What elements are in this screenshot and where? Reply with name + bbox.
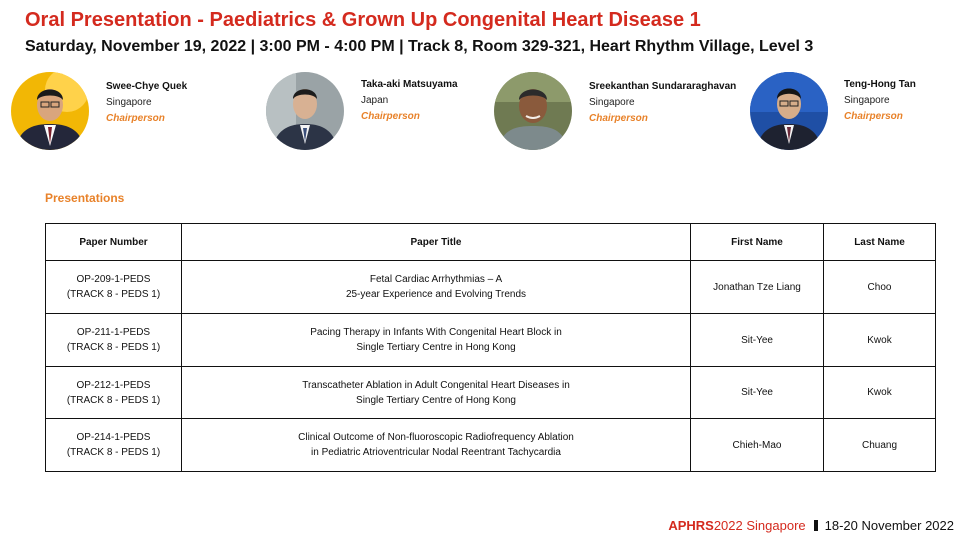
paper-title-cell bbox=[182, 419, 691, 472]
footer-dates: 18-20 November 2022 bbox=[824, 518, 954, 533]
paper-title-cell bbox=[182, 261, 691, 314]
paper-title-line: in Pediatric Atrioventricular Nodal Reentrant Tachycardia bbox=[311, 447, 561, 458]
presentations-label: Presentations bbox=[45, 191, 125, 205]
paper-number: OP-209-1-PEDS bbox=[76, 274, 151, 285]
session-subtitle: Saturday, November 19, 2022 | 3:00 PM - 4:00 PM | Track 8, Room 329-321, Heart Rhythm Village, Level 3 bbox=[25, 38, 814, 55]
table-header-row bbox=[46, 224, 936, 261]
first-name-cell: Chieh-Mao bbox=[691, 419, 824, 472]
chairperson-country: Japan bbox=[361, 95, 389, 106]
paper-number-cell bbox=[46, 314, 182, 367]
footer-brand-location: 2022 Singapore bbox=[713, 518, 806, 533]
chairperson-role: Chairperson bbox=[106, 113, 165, 124]
paper-title-line: 25-year Experience and Evolving Trends bbox=[345, 289, 527, 300]
last-name-cell: Kwok bbox=[824, 314, 936, 367]
first-name-cell: Sit-Yee bbox=[691, 367, 824, 419]
column-header-last-name: Last Name bbox=[824, 224, 936, 261]
footer bbox=[668, 518, 954, 533]
paper-track: (TRACK 8 - PEDS 1) bbox=[66, 342, 161, 353]
last-name-cell: Kwok bbox=[824, 367, 936, 419]
last-name-cell: Chuang bbox=[824, 419, 936, 472]
paper-title-cell bbox=[182, 314, 691, 367]
paper-title-line: Single Tertiary Centre in Hong Kong bbox=[356, 342, 516, 353]
chairperson-country: Singapore bbox=[589, 97, 635, 108]
chairperson-name: Swee-Chye Quek bbox=[106, 81, 188, 92]
table-row bbox=[46, 261, 936, 314]
paper-track: (TRACK 8 - PEDS 1) bbox=[66, 289, 161, 300]
chairperson-card bbox=[494, 72, 754, 152]
first-name-cell: Sit-Yee bbox=[691, 314, 824, 367]
avatar bbox=[750, 72, 828, 150]
chairperson-role: Chairperson bbox=[844, 111, 903, 122]
column-header-first-name: First Name bbox=[691, 224, 824, 261]
chairperson-card bbox=[750, 72, 950, 152]
paper-number: OP-214-1-PEDS bbox=[76, 432, 151, 443]
table-row bbox=[46, 419, 936, 472]
paper-track: (TRACK 8 - PEDS 1) bbox=[66, 394, 161, 406]
chairperson-name: Taka-aki Matsuyama bbox=[361, 79, 458, 90]
paper-title-cell bbox=[182, 367, 691, 419]
presentations-table bbox=[45, 223, 936, 472]
last-name-cell: Choo bbox=[824, 261, 936, 314]
paper-title-line: Clinical Outcome of Non-fluoroscopic Radiofrequency Ablation bbox=[298, 432, 574, 443]
paper-title-line: Transcatheter Ablation in Adult Congenital Heart Diseases in bbox=[302, 379, 570, 391]
avatar bbox=[494, 72, 572, 150]
paper-number-cell bbox=[46, 367, 182, 419]
footer-brand: APHRS bbox=[668, 518, 714, 533]
table-row bbox=[46, 314, 936, 367]
paper-number-cell bbox=[46, 419, 182, 472]
paper-title-line: Fetal Cardiac Arrhythmias – A bbox=[369, 274, 503, 285]
paper-number: OP-211-1-PEDS bbox=[76, 327, 151, 338]
paper-number-cell bbox=[46, 261, 182, 314]
chairperson-name: Sreekanthan Sundararaghavan bbox=[589, 81, 737, 92]
chairperson-role: Chairperson bbox=[589, 113, 648, 124]
paper-number: OP-212-1-PEDS bbox=[76, 379, 151, 391]
column-header-paper-title: Paper Title bbox=[182, 224, 691, 261]
paper-track: (TRACK 8 - PEDS 1) bbox=[66, 447, 161, 458]
first-name-cell: Jonathan Tze Liang bbox=[691, 261, 824, 314]
chairperson-name: Teng-Hong Tan bbox=[844, 79, 916, 90]
column-header-paper-number: Paper Number bbox=[46, 224, 182, 261]
chairperson-country: Singapore bbox=[106, 97, 152, 108]
chairperson-card bbox=[266, 72, 466, 152]
chairperson-country: Singapore bbox=[844, 95, 890, 106]
avatar bbox=[266, 72, 344, 150]
paper-title-line: Single Tertiary Centre of Hong Kong bbox=[356, 394, 516, 406]
paper-title-line: Pacing Therapy in Infants With Congenital Heart Block in bbox=[310, 327, 562, 338]
chairperson-role: Chairperson bbox=[361, 111, 420, 122]
footer-divider bbox=[814, 520, 818, 531]
chairperson-card bbox=[11, 72, 211, 152]
table-row bbox=[46, 367, 936, 419]
avatar bbox=[11, 72, 89, 150]
session-title: Oral Presentation - Paediatrics & Grown Up Congenital Heart Disease 1 bbox=[25, 9, 701, 31]
